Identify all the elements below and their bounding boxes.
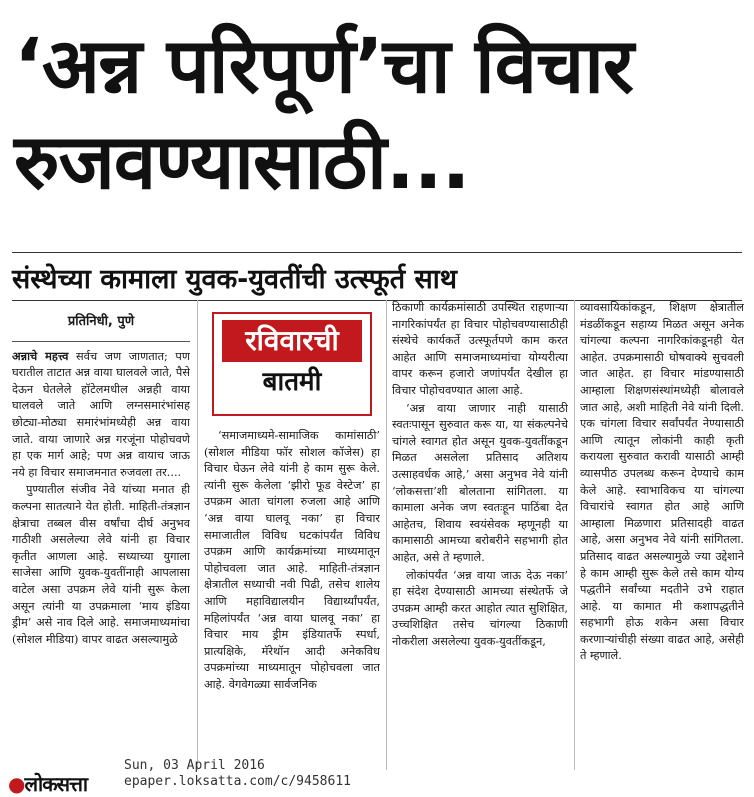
headline-line-2: रुजवण्यासाठी... xyxy=(14,117,470,206)
article-column-3 xyxy=(392,300,568,770)
byline: प्रतिनिधी, पुणे xyxy=(12,300,190,342)
headline-line-1: ‘अन्न परिपूर्ण’चा विचार xyxy=(14,21,634,110)
paragraph: ‘अन्न वाया जाणार नाही यासाठी स्वतःपासून सुरुवात करू या, या संकल्पनेचे चांगले स्वागत होत असून युवक-युवतींकडून मिळत असलेला प्रतिसाद अतिशय उत्साहवर्धक आहे,’ असा अनुभव नेवे यांनी ‘लोकसत्ता’शी बोलताना सांगितला. या कामाला अनेक जण स्वतःहून पाठिंबा देत आहेतच, शिवाय स्वयंसेवक म्हणूनही या कामासाठी आमच्या बरोबरीने सहभागी होत आहेत, असे ते म्हणाले. xyxy=(392,401,568,564)
article-column-4 xyxy=(580,300,744,770)
paragraph: अन्नाचे महत्त्व सर्वच जण जाणतात; पण घरातील ताटात अन्न वाया घालवले जाते, पैसे देऊन घेतलेले हॉटेलमधील अन्नही वाया घालवले जाते आणि लग्नसमारंभांसह छोट्या-मोठ्या समारंभांमध्येही अन्न वाया जाते. वाया जाणारे अन्न गरजूंना पोहोचवणे हा एक मार्ग आहे; पण अन्न वायाच जाऊ नये हा विचार समाजमनात रुजवला तर.... xyxy=(12,348,190,479)
headline xyxy=(14,18,744,210)
article-column-1 xyxy=(12,300,190,770)
epaper-footer xyxy=(0,758,754,796)
paragraph: ठिकाणी कार्यक्रमांसाठी उपस्थित राहणाऱ्या नागरिकांपर्यंत हा विचार पोहोचवण्यासाठीही संस्थेचे कार्यकर्ते उत्स्फूर्तपणे काम करत आहेत आणि समाजमाध्यमांचा योग्यरीत्या वापर करून हजारो जणांपर्यंत देखील हा विचार पोहोचवण्यात आला आहे. xyxy=(392,301,568,397)
edition-date: Sun, 03 April 2016 xyxy=(124,758,265,773)
article-column-2 xyxy=(204,300,380,770)
headline-divider xyxy=(12,252,742,253)
subheadline: संस्थेच्या कामाला युवक-युवतींची उत्स्फूर्त साथ xyxy=(12,264,458,295)
logo-dot-icon: ● xyxy=(8,772,25,796)
paragraph: पुण्यातील संजीव नेवे यांच्या मनात ही कल्पना सातत्याने येत होती. माहिती-तंत्रज्ञान क्षेत्राचा तब्बल वीस वर्षांचा दीर्घ अनुभव गाठीशी असलेल्या लेवे यांनी हा विचार कृतीत आणला आहे. सध्याच्या युगाला साजेसा आणि युवक-युवतींनाही आपलासा वाटेल असा उपक्रम लेवे यांनी सुरू केला असून त्यांनी या उपक्रमाला ‘माय इंडिया ड्रीम’ असे नाव दिले आहे. समाजमाध्यमांचा (सोशल मीडिया) वापर वाढत असल्यामुळे xyxy=(12,483,190,646)
lead-in: अन्नाचे महत्त्व xyxy=(12,348,69,363)
sunday-news-box xyxy=(212,312,372,416)
paragraph: व्यावसायिकांकडून, शिक्षण क्षेत्रातील मंडळींकडून सहाय्य मिळत असून अनेक चांगल्या कल्पना नागरिकांकडूनही येत आहेत. उपक्रमासाठी घोषवाक्ये सुचवली जात आहेत. हा विचार मांडण्यासाठी आम्हाला शिक्षणसंस्थांमध्येही बोलावले जात आहे, अशी माहिती नेवे यांनी दिली. एक चांगला विचार सर्वांपर्यंत नेण्यासाठी आणि त्यातून लोकांनी काही कृती करायला सुरुवात करावी यासाठी आम्ही व्यासपीठ उपलब्ध करून देण्याचे काम केले आहे. स्वाभाविकच या चांगल्या विचारांचे स्वागत होत आहे आणि आम्हाला मिळणारा प्रतिसादही वाढत आहे, असा अनुभव नेवे यांनी सांगितला. प्रतिसाद वाढत असल्यामुळे ज्या उद्देशाने हे काम आम्ही सुरू केले तसे काम योग्य पद्धतीने सर्वांच्या मदतीने उभे राहात आहे. या कामात मी कशापद्धतीने सहभागी होऊ शकेन असा विचार करणाऱ्यांचीही संख्या वाढत आहे, असेही ते म्हणाले. xyxy=(580,301,744,663)
epaper-url[interactable]: epaper.loksatta.com/c/9458611 xyxy=(124,774,351,789)
sunday-label: रविवारची xyxy=(222,320,362,362)
loksatta-logo: ●लोकसत्ता xyxy=(8,772,88,796)
paragraph: ‘समाजमाध्यमे-सामाजिक कामांसाठी’ (सोशल मीडिया फॉर सोशल कॉजेस) हा विचार घेऊन लेवे यांनी हे काम सुरू केले. त्यांनी सुरू केलेला ‘झीरो फूड वेस्टेज’ हा उपक्रम आता चांगला रुजला आहे आणि ‘अन्न वाया घालवू नका’ हा विचार समाजातील विविध घटकांपर्यंत विविध उपक्रम आणि कार्यक्रमांच्या माध्यमातून पोहोचवला जात आहे. माहिती-तंत्रज्ञान क्षेत्रातील सध्याची नवी पिढी, तसेच शालेय आणि महाविद्यालयीन विद्यार्थ्यांपर्यंत, महिलांपर्यंत ‘अन्न वाया घालवू नका’ हा विचार माय ड्रीम इंडियातर्फे स्पर्धा, प्रात्यक्षिके, मॅरेथॉन आदी अनेकविध उपक्रमांच्या माध्यमातून पोहोचवला जात आहे. वेगवेगळ्या सार्वजनिक xyxy=(204,429,380,691)
paragraph: लोकांपर्यंत ‘अन्न वाया जाऊ देऊ नका’ हा संदेश देण्यासाठी आमच्या संस्थेतर्फे जे उपक्रम आम्ही करत आहोत त्यात सुशिक्षित, उच्चशिक्षित तसेच चांगल्या ठिकाणी नोकरीला असलेल्या युवक-युवतींकडून, xyxy=(392,568,568,648)
column-separator xyxy=(574,300,575,770)
news-label: बातमी xyxy=(262,367,322,397)
column-separator xyxy=(197,300,198,770)
column-separator xyxy=(386,300,387,770)
